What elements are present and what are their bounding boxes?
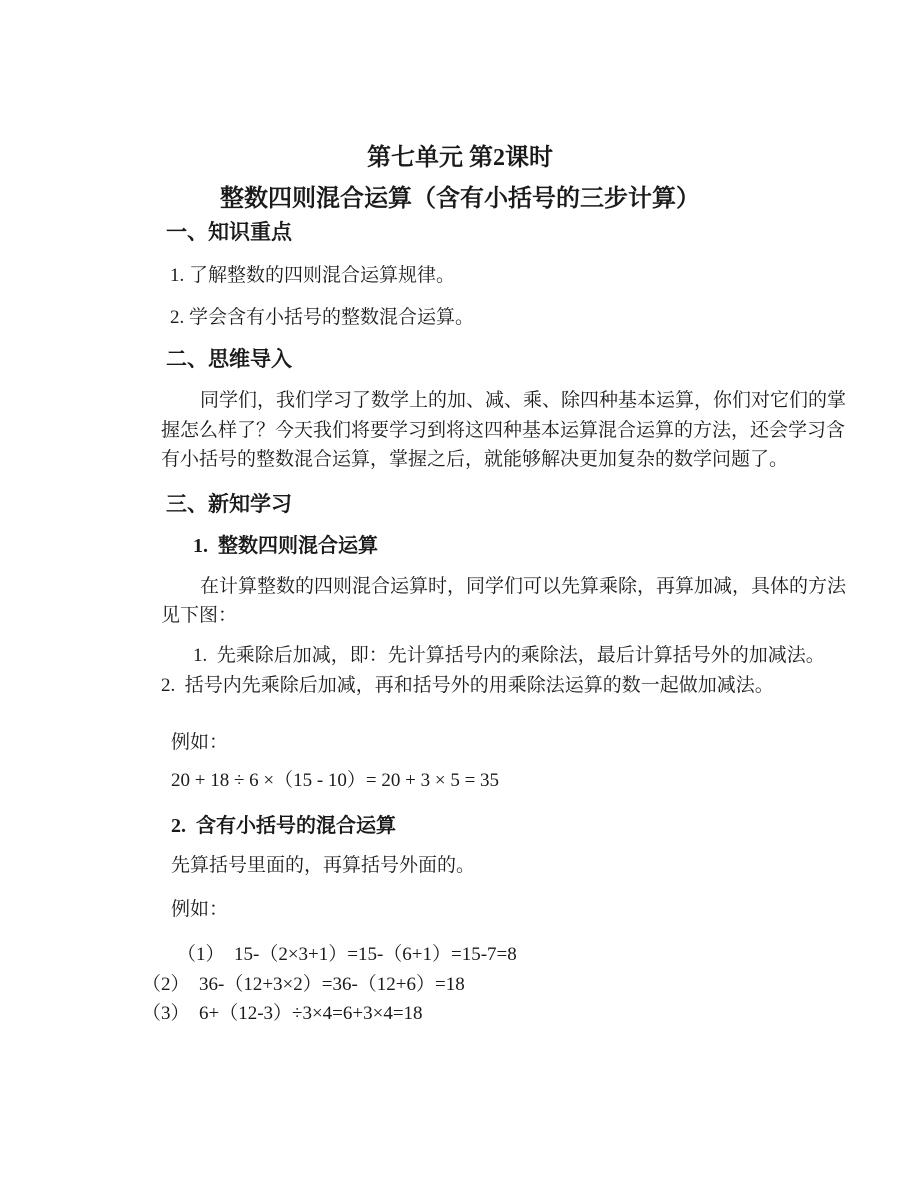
section3-sub2-rule: 先算括号里面的，再算括号外面的。 bbox=[171, 855, 476, 876]
section3-sub2-example-2: （2） 36-（12+3×2）=36-（12+6）=18 bbox=[142, 974, 465, 995]
doc-title-line2: 整数四则混合运算（含有小括号的三步计算） bbox=[220, 186, 700, 212]
section3-sub1-rule-1: 1. 先乘除后加减，即：先计算括号内的乘除法，最后计算括号外的加减法。 bbox=[193, 645, 825, 666]
section1-item-2: 2. 学会含有小括号的整数混合运算。 bbox=[170, 307, 475, 328]
section2-heading: 二、思维导入 bbox=[166, 347, 292, 371]
section3-sub1-heading: 1. 整数四则混合运算 bbox=[193, 535, 378, 557]
section2-paragraph-line-3: 有小括号的整数混合运算，掌握之后，就能够解决更加复杂的数学问题了。 bbox=[161, 449, 789, 470]
section3-sub1-example-equation: 20 + 18 ÷ 6 ×（15 - 10）= 20 + 3 × 5 = 35 bbox=[171, 770, 500, 791]
section3-sub2-example-label: 例如： bbox=[171, 899, 229, 920]
section3-sub2-heading: 2. 含有小括号的混合运算 bbox=[171, 815, 396, 837]
section3-sub1-intro-line-2: 见下图： bbox=[161, 605, 238, 626]
section3-sub1-example-label: 例如： bbox=[171, 732, 229, 753]
section2-paragraph-line-1: 同学们，我们学习了数学上的加、减、乘、除四种基本运算，你们对它们的掌 bbox=[200, 390, 847, 411]
section1-item-1: 1. 了解整数的四则混合运算规律。 bbox=[170, 265, 456, 286]
section3-sub2-example-3: （3） 6+（12-3）÷3×4=6+3×4=18 bbox=[142, 1003, 423, 1024]
section1-heading: 一、知识重点 bbox=[166, 220, 292, 244]
section3-sub1-intro-line-1: 在计算整数的四则混合运算时，同学们可以先算乘除，再算加减，具体的方法 bbox=[200, 576, 847, 597]
section3-heading: 三、新知学习 bbox=[166, 492, 292, 516]
section3-sub1-rule-2: 2. 括号内先乘除后加减，再和括号外的用乘除法运算的数一起做加减法。 bbox=[161, 675, 774, 696]
section2-paragraph-line-2: 握怎么样了？今天我们将要学习到将这四种基本运算混合运算的方法，还会学习含 bbox=[161, 420, 846, 441]
doc-title-line1: 第七单元 第2课时 bbox=[367, 145, 553, 171]
section3-sub2-example-1: （1） 15-（2×3+1）=15-（6+1）=15-7=8 bbox=[177, 944, 517, 965]
